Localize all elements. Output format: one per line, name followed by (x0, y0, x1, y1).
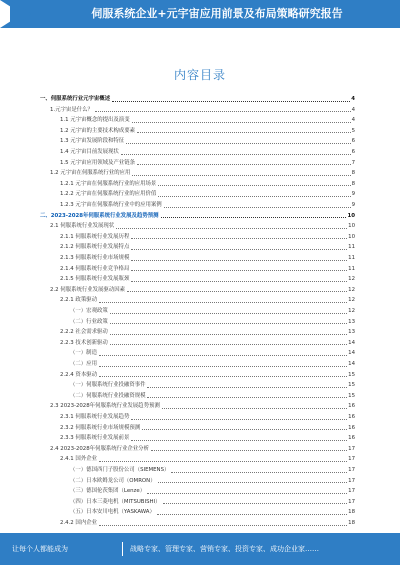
toc-entry[interactable] (40, 275, 355, 283)
toc-entry-page: 17 (348, 467, 355, 473)
toc-entry-page: 15 (348, 382, 355, 389)
toc-entry-page: 16 (348, 424, 355, 431)
toc-entry[interactable] (40, 328, 355, 336)
toc-entry-text: （一）宏观政策 (70, 308, 108, 314)
toc-dot-leader (110, 323, 347, 324)
toc-entry-text: （三）德国伦茨集团（Lenze） (70, 488, 146, 495)
toc-entry-text: 2.1.4 伺服系统行业竞争格局 (60, 265, 130, 272)
toc-entry-text: 1.1 元宇宙概念的提出及演变 (60, 117, 130, 124)
toc-entry-page: 11 (348, 265, 355, 272)
toc-dot-leader (99, 302, 347, 303)
toc-entry-text: （五）日本安川电机（YASKAWA） (70, 509, 155, 516)
toc-entry[interactable] (40, 392, 355, 400)
toc-entry[interactable] (40, 190, 355, 198)
toc-dot-leader (131, 249, 347, 250)
toc-dot-leader (99, 366, 347, 367)
toc-entry[interactable] (40, 455, 355, 463)
toc-entry[interactable] (40, 159, 355, 167)
toc-entry-page: 13 (348, 318, 355, 325)
toc-entry-text: 2.3.3 伺服系统行业发展前景 (60, 435, 130, 442)
toc-entry[interactable] (40, 477, 355, 485)
toc-entry-text: 2.2.1 政策驱动 (60, 297, 97, 304)
toc-entry[interactable] (40, 106, 355, 114)
toc-dot-leader (95, 111, 351, 112)
toc-entry[interactable] (40, 254, 355, 262)
toc-entry-page: 12 (348, 297, 355, 304)
toc-entry[interactable] (40, 233, 355, 241)
table-of-contents (40, 95, 355, 535)
toc-dot-leader (131, 270, 347, 271)
toc-entry-text: （一）德国西门子股份公司（SIEMENS） (70, 467, 170, 473)
toc-entry[interactable] (40, 445, 355, 453)
toc-entry-page: 15 (348, 392, 355, 399)
toc-entry-page: 14 (348, 339, 355, 346)
toc-dot-leader (99, 525, 347, 526)
toc-entry-page: 17 (348, 477, 355, 484)
toc-dot-leader (147, 397, 347, 398)
toc-entry-text: （四）日本三菱电机（MITSUBISHI） (70, 498, 161, 505)
toc-entry-text: 2.2.4 资本驱动 (60, 371, 97, 378)
toc-dot-leader (158, 482, 348, 483)
toc-dot-leader (142, 429, 347, 430)
toc-dot-leader (132, 175, 350, 176)
toc-entry[interactable] (40, 307, 355, 315)
toc-dot-leader (110, 334, 347, 335)
toc-entry-page: 15 (348, 371, 355, 378)
toc-entry[interactable] (40, 286, 355, 294)
toc-dot-leader (99, 376, 347, 377)
toc-entry-text: 2.4.1 国外企业 (60, 456, 97, 463)
toc-entry[interactable] (40, 413, 355, 421)
toc-entry-page: 4 (351, 96, 355, 102)
toc-entry[interactable] (40, 116, 355, 124)
toc-entry[interactable] (40, 169, 355, 177)
toc-entry-text: 2.1 伺服系统行业发展现状 (50, 223, 115, 230)
toc-entry-text: 一、伺服系统行业元宇宙概述 (40, 96, 111, 102)
toc-dot-leader (157, 514, 347, 515)
toc-entry-page: 4 (351, 106, 355, 113)
toc-dot-leader (158, 196, 350, 197)
toc-entry-page: 10 (348, 233, 355, 240)
toc-entry[interactable] (40, 381, 355, 389)
toc-entry[interactable] (40, 424, 355, 432)
toc-entry-text: 2.3.2 伺服系统行业市场规模预测 (60, 424, 141, 431)
toc-entry-page: 16 (348, 435, 355, 442)
toc-entry-page: 17 (348, 488, 355, 495)
footer-roles: 战略专家、管理专家、营销专家、投资专家、成功企业家…… (130, 545, 319, 553)
toc-entry-page: 9 (351, 202, 355, 208)
toc-entry-page: 4 (351, 117, 355, 124)
toc-entry-page: 12 (348, 308, 355, 314)
toc-entry-text: 2.2.2 社会需求驱动 (60, 329, 108, 336)
toc-entry-page: 10 (347, 212, 355, 219)
toc-entry-text: 2.3 2023-2028年伺服系统行业发展趋势预测 (50, 403, 160, 410)
toc-entry-text: 2.1.5 伺服系统行业发展瓶颈 (60, 276, 130, 283)
toc-entry[interactable] (40, 487, 355, 495)
toc-entry-text: 二、2023-2028年伺服系统行业发展及趋势预测 (40, 212, 159, 219)
toc-entry[interactable] (40, 222, 355, 230)
toc-dot-leader (127, 291, 347, 292)
toc-entry[interactable] (40, 402, 355, 410)
toc-dot-leader (110, 344, 347, 345)
toc-entry-page: 7 (351, 159, 355, 166)
toc-dot-leader (99, 461, 347, 462)
toc-entry-text: （二）日本欧姆龙公司（OMRON） (70, 477, 156, 484)
toc-dot-leader (126, 143, 350, 144)
toc-entry-text: 2.2.3 技术创新驱动 (60, 339, 108, 346)
toc-dot-leader (137, 164, 351, 165)
toc-entry[interactable] (40, 148, 355, 156)
toc-entry[interactable] (40, 434, 355, 442)
toc-entry-page: 9 (351, 191, 355, 198)
toc-entry-page: 8 (351, 170, 355, 177)
toc-entry-text: （一）伺服系统行业投融资事件 (70, 382, 146, 389)
toc-entry-text: 1.元宇宙是什么？ (50, 106, 93, 113)
toc-entry[interactable] (40, 360, 355, 368)
toc-entry[interactable] (40, 498, 355, 506)
toc-dot-leader (116, 228, 347, 229)
toc-entry[interactable] (40, 127, 355, 135)
toc-entry-text: 1.2.2 元宇宙在伺服系统行业的应用价值 (60, 191, 157, 198)
toc-dot-leader (171, 472, 347, 473)
toc-entry-page: 16 (348, 414, 355, 420)
toc-entry-text: 2.4.2 国内企业 (60, 520, 97, 526)
toc-entry-text: 1.3 元宇宙发展阶段和特征 (60, 138, 125, 145)
toc-dot-leader (163, 503, 348, 504)
toc-entry[interactable] (40, 349, 355, 357)
toc-entry-text: （二）行业政策 (70, 318, 108, 325)
toc-entry-page: 17 (348, 498, 355, 505)
toc-entry-text: 2.2 伺服系统行业发展驱动因素 (50, 286, 125, 293)
toc-entry-page: 8 (351, 180, 355, 187)
toc-entry-page: 6 (351, 149, 355, 155)
toc-entry-page: 18 (348, 520, 355, 526)
toc-entry-text: 1.4 元宇宙目前发展现状 (60, 149, 119, 155)
toc-entry[interactable] (40, 201, 355, 209)
toc-dot-leader (132, 122, 351, 123)
toc-entry-page: 10 (348, 223, 355, 230)
footer-slogan: 让每个人都能成为 (12, 545, 68, 553)
report-header-bar (0, 0, 400, 28)
toc-entry-page: 17 (348, 456, 355, 463)
toc-entry-text: 1.2.1 元宇宙在伺服系统行业的应用场景 (60, 180, 157, 187)
toc-entry-page: 13 (348, 329, 355, 336)
toc-entry-page: 17 (348, 445, 355, 452)
toc-entry-page: 16 (348, 403, 355, 410)
footer-divider (122, 542, 123, 556)
toc-entry-page: 12 (348, 286, 355, 293)
toc-dot-leader (99, 355, 347, 356)
toc-dot-leader (131, 260, 347, 261)
toc-entry-text: 2.1.2 伺服系统行业发展特点 (60, 244, 130, 251)
toc-entry[interactable] (40, 508, 355, 516)
toc-dot-leader (147, 493, 347, 494)
toc-entry-page: 18 (348, 509, 355, 516)
toc-entry-page: 11 (348, 244, 355, 251)
toc-entry-page: 12 (348, 276, 355, 283)
toc-title: 内容目录 (173, 68, 226, 82)
report-title: 伺服系统企业+元宇宙应用前景及布局策略研究报告 (91, 7, 343, 20)
toc-dot-leader (158, 185, 350, 186)
toc-entry-text: 2.1.3 伺服系统行业市场规模 (60, 255, 130, 261)
toc-dot-leader (112, 101, 350, 102)
toc-entry[interactable] (40, 371, 355, 379)
header-chevron-inner-decoration (10, 0, 32, 28)
toc-dot-leader (110, 313, 347, 314)
toc-dot-leader (162, 408, 347, 409)
toc-entry-text: （二）应用 (70, 361, 97, 367)
toc-entry-text: （一）制造 (70, 350, 97, 357)
toc-dot-leader (164, 207, 351, 208)
toc-entry[interactable] (40, 265, 355, 273)
toc-dot-leader (137, 132, 351, 133)
toc-entry-text: 1.2 元宇宙的主要技术构成要素 (60, 127, 135, 134)
toc-entry-text: 2.4 2023-2028年伺服系统行业企业分析 (50, 445, 149, 452)
toc-entry-page: 14 (348, 361, 355, 367)
toc-dot-leader (131, 281, 347, 282)
toc-entry[interactable] (40, 519, 355, 527)
toc-entry-page: 11 (348, 255, 355, 261)
toc-dot-leader (131, 419, 347, 420)
toc-dot-leader (151, 450, 347, 451)
toc-entry[interactable] (40, 296, 355, 304)
footer-bar (0, 533, 400, 565)
toc-entry[interactable] (40, 137, 355, 145)
toc-dot-leader (131, 440, 347, 441)
toc-entry[interactable] (40, 212, 355, 220)
toc-entry[interactable] (40, 339, 355, 347)
toc-entry-text: 1.5 元宇宙应用领域及产业链条 (60, 159, 135, 166)
toc-entry[interactable] (40, 466, 355, 474)
toc-entry-text: 1.2.3 元宇宙在伺服系统行业中的应用案例 (60, 202, 162, 208)
toc-entry[interactable] (40, 180, 355, 188)
toc-entry[interactable] (40, 243, 355, 251)
toc-dot-leader (147, 387, 347, 388)
toc-entry-text: （二）伺服系统行业投融资规模 (70, 392, 146, 399)
toc-entry-page: 6 (351, 138, 355, 145)
toc-entry[interactable] (40, 95, 355, 103)
toc-dot-leader (161, 217, 347, 218)
toc-entry-text: 2.1.1 伺服系统行业发展历程 (60, 233, 130, 240)
toc-entry-page: 14 (348, 350, 355, 357)
toc-entry-page: 5 (351, 127, 355, 134)
toc-dot-leader (121, 154, 351, 155)
toc-entry-text: 1.2 元宇宙在伺服系统行业的应用 (50, 170, 131, 177)
toc-dot-leader (131, 238, 347, 239)
toc-entry-text: 2.3.1 伺服系统行业发展趋势 (60, 414, 130, 420)
toc-entry[interactable] (40, 318, 355, 326)
